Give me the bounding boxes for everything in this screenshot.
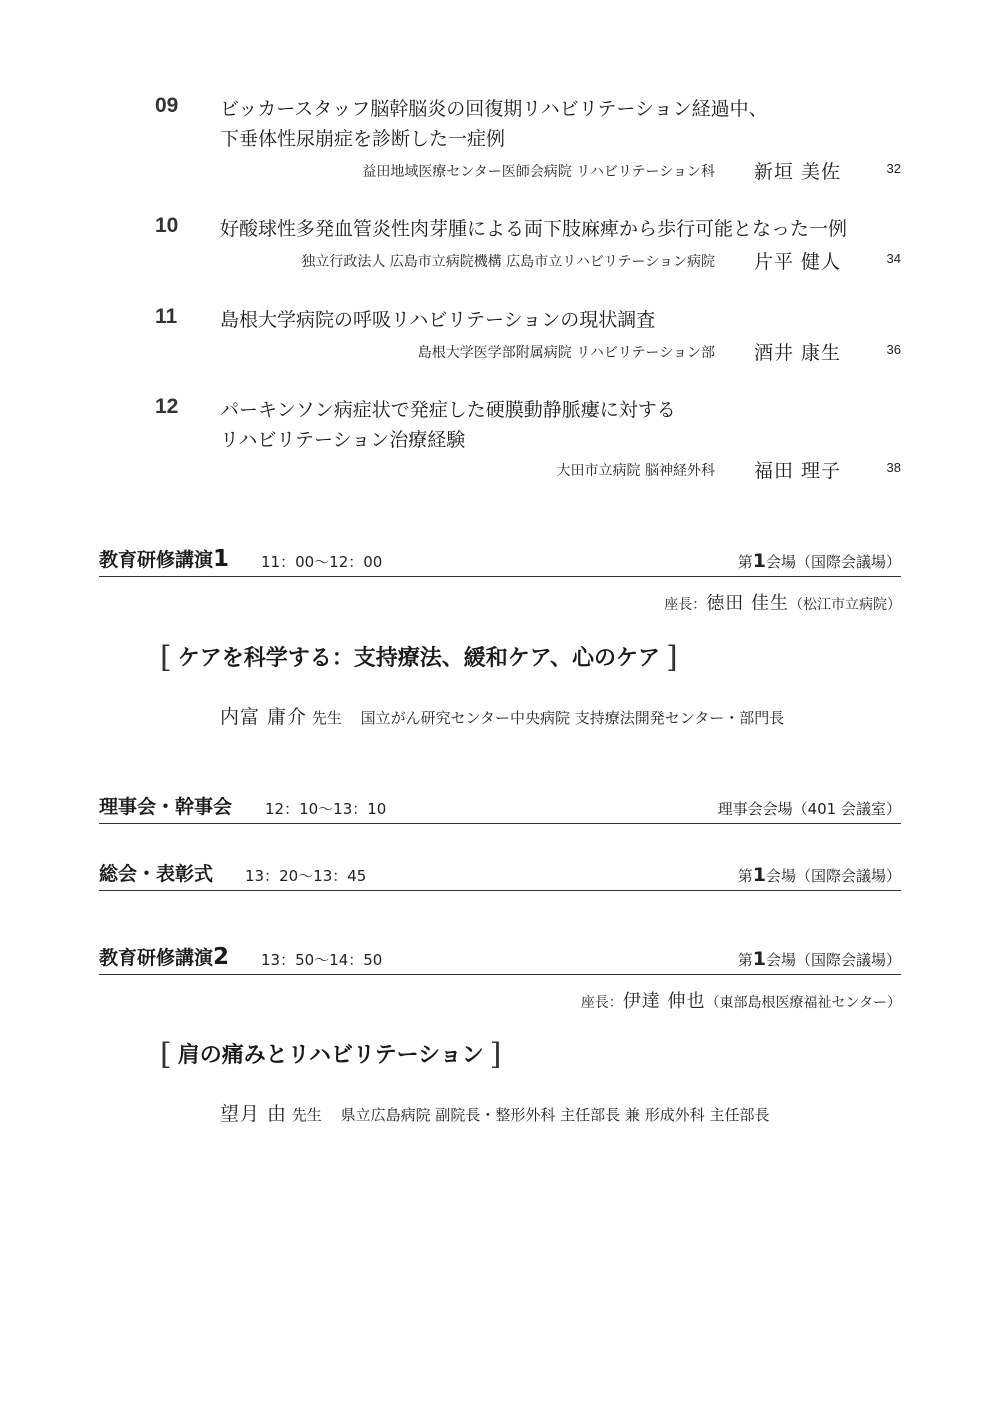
entry-meta-10 — [0, 247, 1000, 273]
venue-number: 1 — [752, 948, 766, 970]
section-venue — [738, 864, 901, 886]
entry-number: 12 — [155, 395, 179, 418]
bracket-open: [ — [160, 640, 172, 675]
entry-affiliation: 大田市立病院 脳神経外科 — [556, 463, 715, 479]
chair-label: 座長： — [664, 597, 707, 613]
lecture-1-title — [160, 638, 678, 674]
entry-title-line: 好酸球性多発血管炎性肉芽腫による両下肢麻痺から歩行可能となった一例 — [220, 218, 848, 240]
section-venue: 理事会会場（401 会議室） — [717, 800, 901, 818]
entry-affiliation: 独立行政法人 広島市立病院機構 広島市立リハビリテーション病院 — [301, 254, 715, 270]
section-title-text: 教育研修講演 — [99, 549, 214, 571]
speaker-lecture-2 — [220, 1099, 769, 1126]
bracket-open: [ — [160, 1037, 172, 1072]
entry-number: 09 — [155, 94, 179, 117]
entry-meta-12 — [0, 456, 1000, 482]
speaker-name: 内富 庸介 — [220, 706, 308, 728]
speaker-affiliation: 県立広島病院 副院長・整形外科 主任部長 兼 形成外科 主任部長 — [340, 1106, 770, 1124]
speaker-honorific: 先生 — [311, 709, 342, 727]
entry-page-number: 36 — [886, 342, 901, 357]
entry-title — [220, 94, 880, 154]
section-venue — [738, 948, 901, 970]
entry-title — [220, 214, 880, 244]
entry-meta-09 — [0, 157, 1000, 183]
section-time: 12：10～13：10 — [265, 800, 387, 818]
bracket-close: ] — [489, 1037, 502, 1072]
entry-author: 酒井 康生 — [754, 342, 842, 364]
lecture-title-text: ケアを科学する：支持療法、緩和ケア、心のケア — [177, 645, 660, 671]
chair-affiliation: （松江市立病院） — [789, 597, 901, 613]
section-venue — [738, 550, 901, 572]
section-lecture-1 — [99, 546, 901, 577]
venue-name: 会場（国際会議場） — [765, 867, 901, 885]
section-title-number: 2 — [213, 944, 230, 970]
chair-affiliation: （東部島根医療福祉センター） — [705, 995, 901, 1011]
section-title — [99, 943, 229, 970]
speaker-honorific: 先生 — [291, 1106, 322, 1124]
section-board-meeting — [99, 793, 901, 824]
chair-lecture-2 — [581, 987, 901, 1013]
entry-title-line: パーキンソン病症状で発症した硬膜動静脈瘻に対する — [220, 399, 676, 421]
entry-page-number: 34 — [886, 251, 901, 266]
entry-title-line: 下垂体性尿崩症を診断した一症例 — [220, 128, 506, 150]
entry-title-line: 島根大学病院の呼吸リハビリテーションの現状調査 — [220, 309, 656, 331]
venue-prefix: 第 — [737, 553, 753, 571]
section-time: 11：00～12：00 — [261, 553, 383, 571]
chair-name: 伊達 伸也 — [622, 991, 706, 1012]
entry-page-number: 38 — [886, 460, 901, 475]
entry-page-number: 32 — [886, 161, 901, 176]
section-title — [99, 545, 229, 572]
speaker-affiliation: 国立がん研究センター中央病院 支持療法開発センター・部門長 — [360, 709, 785, 727]
entry-number: 11 — [155, 305, 178, 328]
lecture-2-title — [160, 1035, 501, 1071]
lecture-title-text: 肩の痛みとリハビリテーション — [177, 1042, 484, 1068]
speaker-name: 望月 由 — [220, 1103, 288, 1125]
entry-author: 片平 健人 — [754, 251, 842, 273]
chair-name: 徳田 佳生 — [706, 593, 789, 614]
entry-affiliation: 島根大学医学部附属病院 リハビリテーション部 — [417, 345, 715, 361]
section-general-assembly — [99, 860, 901, 891]
entry-title — [220, 395, 880, 455]
section-title-text: 教育研修講演 — [99, 947, 214, 969]
entry-affiliation: 益田地域医療センター医師会病院 リハビリテーション科 — [362, 164, 715, 180]
venue-name: 会場（国際会議場） — [765, 553, 901, 571]
venue-prefix: 第 — [737, 867, 753, 885]
entry-title — [220, 305, 880, 335]
venue-number: 1 — [752, 550, 766, 572]
entry-title-line: リハビリテーション治療経験 — [220, 429, 466, 451]
section-time: 13：20～13：45 — [245, 867, 367, 885]
speaker-lecture-1 — [220, 702, 784, 729]
venue-number: 1 — [752, 864, 766, 886]
section-time: 13：50～14：50 — [261, 951, 383, 969]
entry-number: 10 — [155, 214, 179, 237]
section-lecture-2 — [99, 944, 901, 975]
section-title: 総会・表彰式 — [99, 863, 214, 885]
entry-meta-11 — [0, 338, 1000, 364]
entry-author: 福田 理子 — [754, 460, 842, 482]
entry-author: 新垣 美佐 — [754, 161, 842, 183]
entry-title-line: ビッカースタッフ脳幹脳炎の回復期リハビリテーション経過中、 — [220, 98, 768, 120]
chair-label: 座長： — [580, 995, 623, 1011]
section-title-number: 1 — [213, 546, 230, 572]
chair-lecture-1 — [664, 589, 901, 615]
venue-name: 会場（国際会議場） — [765, 951, 901, 969]
venue-prefix: 第 — [737, 951, 753, 969]
section-title: 理事会・幹事会 — [99, 796, 233, 818]
bracket-close: ] — [665, 640, 678, 675]
